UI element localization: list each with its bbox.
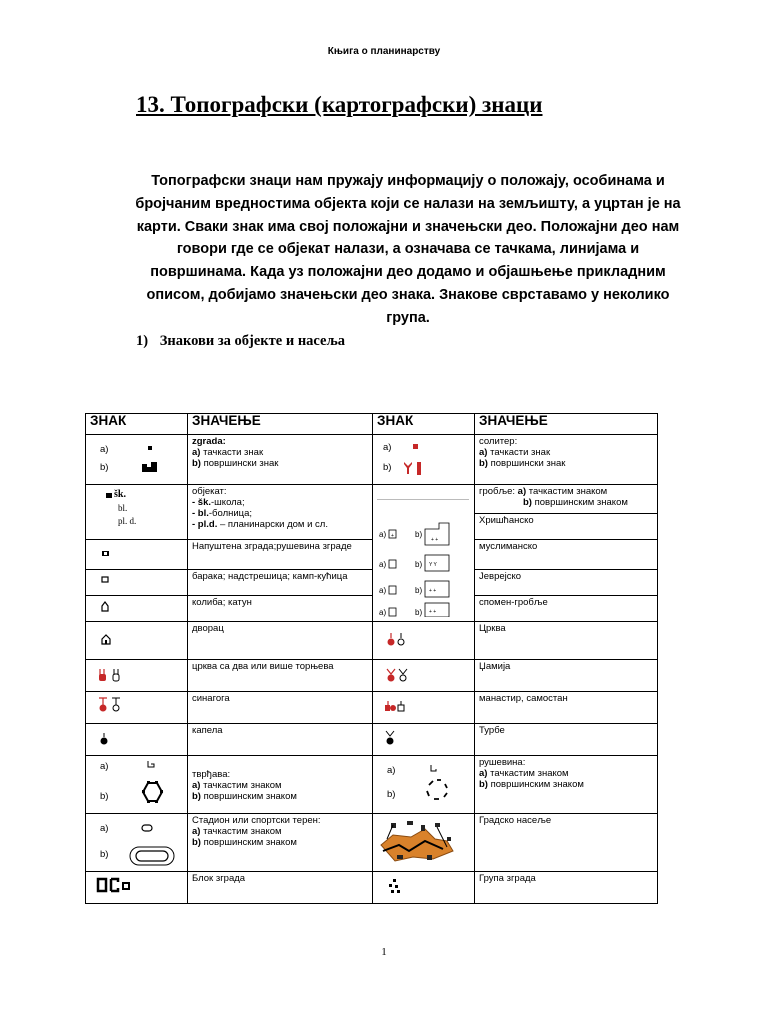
symbol-koliba (86, 596, 188, 622)
running-head: Књига о планинарству (327, 46, 441, 57)
svg-text:a): a) (379, 608, 387, 617)
symbol-grupa (373, 872, 475, 904)
letter-a: a) (100, 823, 109, 834)
meaning-muslimansko: муслиманско (475, 540, 658, 570)
letter-b: b) (192, 837, 201, 848)
meaning-grupa: Група зграда (475, 872, 658, 904)
table-row (86, 692, 658, 724)
monastery-icon (377, 693, 427, 719)
zgrada-title: zgrada: (192, 436, 226, 447)
header-znacenje-2: ЗНАЧЕЊЕ (475, 414, 658, 435)
rusevina-b: површинским знаком (490, 779, 584, 790)
objekat-l3-key: - pl.d. (192, 519, 218, 530)
symbol-crkva-tornjevi (86, 660, 188, 692)
stadium-icon (126, 817, 186, 869)
symbol-zgrada (86, 435, 188, 485)
meaning-sinagoga: синагога (188, 692, 373, 724)
meaning-rusevina (475, 756, 658, 814)
intro-paragraph: Топографски знаци нам пружају информацију о положају, особинама и бројчаним вредностима објекта који се налази на земљишту, а уцртан је на карти. Сваки знак има свој положајни и значењски део. Положајни део нам говори где се објекат налази, а означава се тачкама, линијама и површинама. Када уз положајни део додамо и објашњење прикладним описом, добијамо значењски део знака. Знакове сврставамо у неколико група. (135, 173, 681, 326)
letter-a: a) (479, 447, 488, 458)
church-icon (377, 623, 427, 653)
stadion-title: Стадион или спортски терен: (192, 815, 321, 826)
town-map-icon (377, 815, 467, 867)
svg-text:b): b) (415, 586, 423, 595)
section-title: Знакови за објекте и насеља (159, 333, 346, 349)
symbol-crkva (373, 622, 475, 660)
symbol-pl: pl. d. (118, 516, 137, 526)
symbol-napustena (86, 540, 188, 570)
chapter-title: 13. Топографски (картографски) знаци (136, 92, 543, 117)
objekat-l3-val: – планинарски дом и сл. (217, 519, 328, 530)
letter-a: a) (387, 765, 396, 776)
groblje-title: гробље: (479, 486, 518, 497)
symbol-turbe (373, 724, 475, 756)
table-row (86, 596, 658, 622)
objekat-title: објекат: (192, 486, 227, 497)
castle-icon (90, 623, 130, 653)
page-number: 1 (381, 946, 387, 958)
meaning-tvrdjava (188, 756, 373, 814)
symbol-sinagoga (86, 692, 188, 724)
svg-text:+ +: + + (429, 609, 437, 615)
letter-b: b) (192, 458, 201, 469)
highrise-icon (395, 438, 435, 480)
letter-b: b) (387, 789, 396, 800)
hut-icon (90, 597, 130, 617)
building-block-icon (90, 873, 160, 899)
tvrdjava-a: тачкастим знаком (203, 780, 282, 791)
letter-b: b) (100, 849, 109, 860)
symbol-soliter (373, 435, 475, 485)
meaning-objekat (188, 485, 373, 540)
symbol-bl: bl. (118, 503, 128, 513)
symbol-cemetery-column (373, 485, 475, 622)
church-towers-icon (90, 661, 140, 687)
chapel-icon (90, 725, 130, 751)
header-znak-1: ЗНАК (86, 414, 188, 435)
meaning-koliba: колиба; катун (188, 596, 373, 622)
symbol-manastir (373, 692, 475, 724)
meaning-dvorac: дворац (188, 622, 373, 660)
meaning-zgrada (188, 435, 373, 485)
meaning-spomen: спомен-гробље (475, 596, 658, 622)
meaning-baraka: барака; надстрешица; камп-кућица (188, 570, 373, 596)
zgrada-a: тачкасти знак (203, 447, 264, 458)
objekat-l2-key: - bl. (192, 508, 209, 519)
meaning-gradsko: Градско насеље (475, 814, 658, 872)
objekat-l1-key: - šk. (192, 497, 212, 508)
meaning-dzamija: Џамија (475, 660, 658, 692)
table-row (86, 540, 658, 570)
symbol-dvorac (86, 622, 188, 660)
table-row (86, 756, 658, 814)
tvrdjava-b: површинским знаком (203, 791, 297, 802)
table-header-row (86, 414, 658, 435)
rusevina-title: рушевина: (479, 757, 526, 768)
letter-b: b) (192, 791, 201, 802)
table-row (86, 570, 658, 596)
svg-text:Y Y: Y Y (429, 562, 437, 568)
svg-text:b): b) (415, 560, 423, 569)
letter-b: b) (479, 779, 488, 790)
barrack-icon (90, 571, 130, 591)
ruined-building-icon (90, 541, 130, 565)
objekat-l1-val: -школа; (211, 497, 245, 508)
svg-text:b): b) (415, 530, 423, 539)
letter-a: a) (192, 826, 201, 837)
meaning-turbe: Турбе (475, 724, 658, 756)
letter-b: b) (383, 462, 392, 473)
zgrada-b: површински знак (203, 458, 279, 469)
letter-a: a) (517, 486, 527, 497)
svg-text:+ +: + + (429, 588, 437, 594)
turbe-icon (377, 725, 417, 751)
symbols-table (85, 413, 658, 904)
stadion-a: тачкастим знаком (203, 826, 282, 837)
letter-b: b) (100, 462, 109, 473)
groblje-b: површинским знаком (534, 497, 628, 508)
header-znak-2: ЗНАК (373, 414, 475, 435)
meaning-manastir: манастир, самостан (475, 692, 658, 724)
table-row (86, 660, 658, 692)
letter-a: a) (192, 447, 201, 458)
symbol-gradsko (373, 814, 475, 872)
letter-b: b) (100, 791, 109, 802)
letter-a: a) (100, 761, 109, 772)
meaning-stadion (188, 814, 373, 872)
symbol-kapela (86, 724, 188, 756)
svg-text:a): a) (379, 530, 387, 539)
letter-a: a) (479, 768, 488, 779)
tvrdjava-title: тврђава: (192, 769, 231, 780)
mosque-icon (377, 661, 427, 687)
section-heading (136, 333, 345, 350)
table-row (86, 724, 658, 756)
fortress-icon (130, 757, 170, 811)
table-row (86, 622, 658, 660)
letter-a: a) (192, 780, 201, 791)
meaning-kapela: капела (188, 724, 373, 756)
symbol-stadion (86, 814, 188, 872)
table-row (86, 872, 658, 904)
building-group-icon (377, 873, 417, 899)
soliter-a: тачкасти знак (490, 447, 551, 458)
meaning-groblje (475, 485, 658, 514)
svg-text:b): b) (415, 608, 423, 617)
meaning-napustena: Напуштена зграда;рушевина зграде (188, 540, 373, 570)
meaning-soliter (475, 435, 658, 485)
stadion-b: површинским знаком (203, 837, 297, 848)
meaning-crkva: Црква (475, 622, 658, 660)
letter-a: a) (100, 444, 109, 455)
svg-text:a): a) (379, 586, 387, 595)
letter-a: a) (383, 442, 392, 453)
meaning-blok: Блок зграда (188, 872, 373, 904)
symbol-rusevina (373, 756, 475, 814)
soliter-title: солитер: (479, 436, 518, 447)
meaning-hriscansko: Хришћанско (475, 513, 658, 539)
rusevina-a: тачкастим знаком (490, 768, 569, 779)
symbol-blok (86, 872, 188, 904)
symbol-tvrdjava (86, 756, 188, 814)
groblje-a: тачкастим знаком (528, 486, 608, 497)
building-icon (126, 440, 186, 480)
section-number: 1) (136, 333, 149, 349)
letter-b: b) (479, 458, 488, 469)
ruins-icon (417, 761, 457, 809)
square-icon (106, 492, 114, 500)
svg-text:+ +: + + (431, 537, 439, 543)
table-row (86, 814, 658, 872)
symbol-objekat (86, 485, 188, 540)
table-row (86, 435, 658, 485)
letter-b: b) (523, 497, 532, 508)
objekat-l2-val: -болница; (208, 508, 253, 519)
table-row (86, 485, 658, 514)
synagogue-icon (90, 693, 140, 719)
symbol-sk: šk. (114, 489, 126, 500)
meaning-jevrejsko: Јеврејско (475, 570, 658, 596)
soliter-b: површински знак (490, 458, 566, 469)
header-znacenje-1: ЗНАЧЕЊЕ (188, 414, 373, 435)
cemetery-icons (377, 521, 473, 617)
svg-text:+: + (391, 533, 394, 539)
symbol-dzamija (373, 660, 475, 692)
symbol-baraka (86, 570, 188, 596)
svg-text:a): a) (379, 560, 387, 569)
meaning-crkva-tornjevi: црква са два или више торњева (188, 660, 373, 692)
